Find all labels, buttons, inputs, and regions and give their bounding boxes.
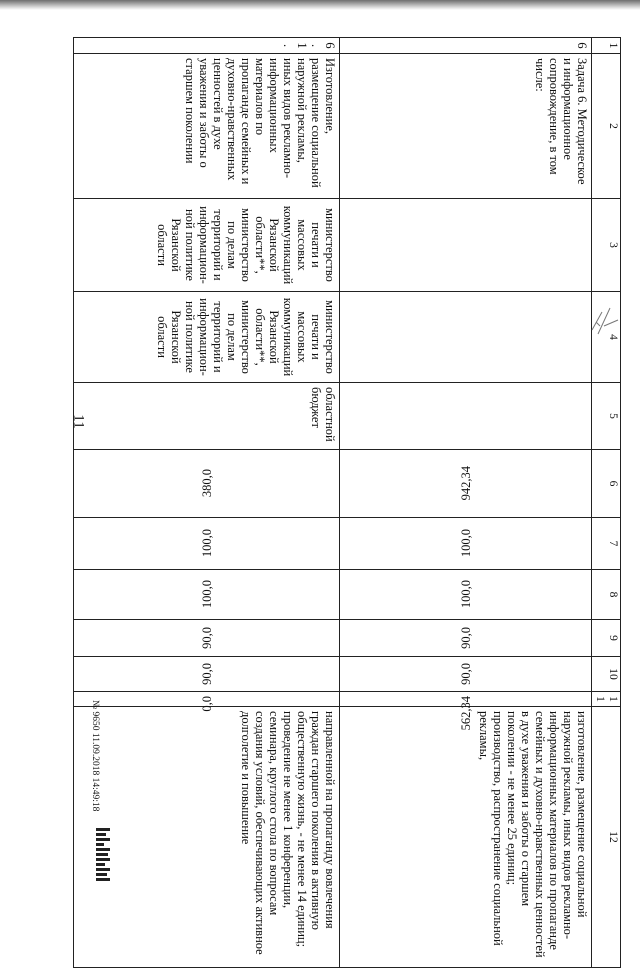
header-col-8: 8 — [592, 570, 621, 620]
result-cell-bottom: направленной на пропаганду вовлечения граждан старшего поколения в активную общественную жизнь, - не менее 14 единиц; проведение не менее 1 конференции, семинара, круглого стола по вопросам создания условий, обеспечивающих активное долголетие и повышение — [74, 707, 340, 968]
header-col-12: 12 — [592, 707, 621, 968]
year4-cell: 90,0 — [340, 657, 592, 692]
header-row — [592, 38, 621, 968]
barcode-icon — [96, 828, 110, 894]
header-col-1: 1 — [592, 38, 621, 54]
header-col-11: 11 — [592, 692, 621, 707]
header-col-2: 2 — [592, 54, 621, 199]
header-col-4: 4 — [592, 292, 621, 383]
year1-cell: 100,0 — [74, 518, 340, 570]
registration-stamp: № 9650 11.09.2018 14:49:18 — [90, 700, 100, 812]
empty-cell — [340, 199, 592, 292]
year2-cell: 100,0 — [340, 570, 592, 620]
program-table — [73, 37, 621, 968]
coexecutor-text: министерство печати и массовых коммуникаций Рязанской области**, министерство по делам территорий и информацион-ной политике Рязанской области — [74, 199, 340, 292]
scan-edge — [0, 0, 640, 10]
executor-text: министерство печати и массовых коммуникаций Рязанской области**, министерство по делам территорий и информацион-ной политике Рязанской области — [74, 292, 340, 383]
header-col-5: 5 — [592, 383, 621, 450]
empty-cell — [340, 292, 592, 383]
header-col-3: 3 — [592, 199, 621, 292]
year2-cell: 100,0 — [74, 570, 340, 620]
header-col-6: 6 — [592, 450, 621, 518]
total-cell: 942,34 — [340, 450, 592, 518]
header-col-7: 7 — [592, 518, 621, 570]
task-title: Задача 6. Методическое и информационное сопровождение, в том числе: — [340, 54, 592, 199]
table-row-6-1 — [74, 38, 340, 968]
header-col-9: 9 — [592, 620, 621, 657]
year4-cell: 90,0 — [74, 657, 340, 692]
table-row-task-6 — [340, 38, 592, 968]
rotated-table-container — [73, 37, 621, 958]
row-number: 6.1. — [74, 38, 340, 54]
total-cell: 380,0 — [74, 450, 340, 518]
year1-cell: 100,0 — [340, 518, 592, 570]
year3-cell: 90,0 — [74, 620, 340, 657]
year3-cell: 90,0 — [340, 620, 592, 657]
pencil-mark-icon — [588, 300, 622, 340]
activity-text: Изготовление, размещение социальной наружной рекламы, иных видов рекламно-информационных материалов по пропаганде семейных и духовно-нравственных ценностей в духе уважения и заботы о старшем поколении — [74, 54, 340, 199]
empty-cell — [340, 383, 592, 450]
row-number: 6 — [340, 38, 592, 54]
result-cell-top: изготовление, размещение социальной наружной рекламы, иных видов рекламно-информационных материалов по пропаганде семейных и духовно-нравственных ценностей в духе уважения и заботы о старшем поколении - не менее 25 единиц; производство, распространение социальной рекламы, — [340, 707, 592, 968]
page-number: 11 — [70, 414, 87, 429]
funding-source: областной бюджет — [74, 383, 340, 450]
year5-cell: 0,0 — [74, 692, 340, 707]
year5-cell: 562,34 — [340, 692, 592, 707]
header-col-10: 10 — [592, 657, 621, 692]
